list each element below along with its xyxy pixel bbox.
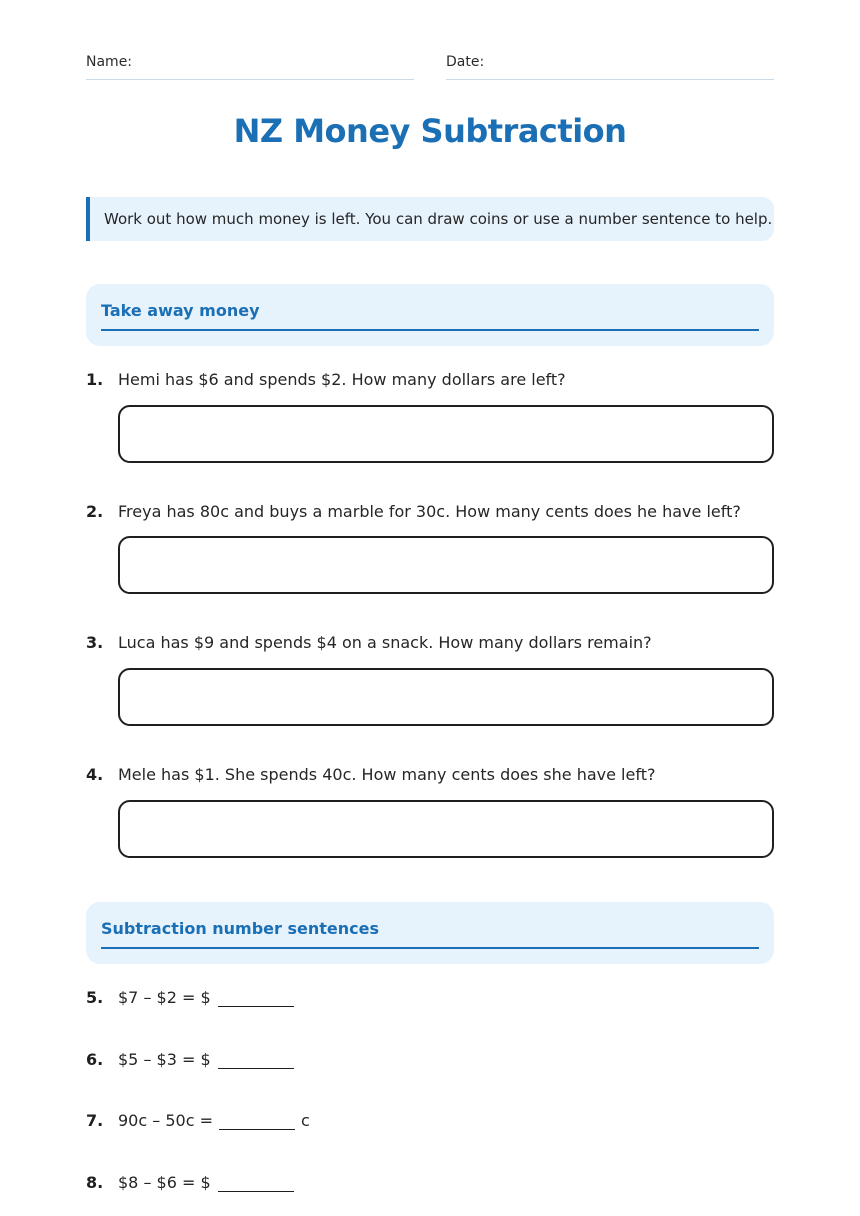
section-subtraction-number-sentences xyxy=(86,902,774,964)
date-label: Date: xyxy=(446,54,485,70)
question-text: Freya has 80c and buys a marble for 30c. How many cents does he have left? xyxy=(118,502,741,521)
unit-label: c xyxy=(301,1111,310,1130)
answer-blank[interactable] xyxy=(218,1006,294,1007)
answer-box-4[interactable] xyxy=(118,800,774,858)
question-number: 1. xyxy=(86,370,104,389)
question-number: 5. xyxy=(86,988,104,1007)
number-sentence-7 xyxy=(86,1111,774,1133)
question-number: 6. xyxy=(86,1050,104,1069)
sentence-expression: $8 – $6 = $ xyxy=(118,1173,211,1192)
name-label: Name: xyxy=(86,54,133,70)
header-fields xyxy=(86,54,774,80)
question-text: Mele has $1. She spends 40c. How many cents does she have left? xyxy=(118,765,656,784)
number-sentence-5 xyxy=(86,988,774,1010)
question-number: 7. xyxy=(86,1111,104,1130)
date-field[interactable] xyxy=(446,54,774,80)
question-number: 2. xyxy=(86,502,104,521)
sentence-expression: $5 – $3 = $ xyxy=(118,1050,211,1069)
question-number: 8. xyxy=(86,1173,104,1192)
answer-box-1[interactable] xyxy=(118,405,774,463)
instructions-callout: Work out how much money is left. You can draw coins or use a number sentence to help. xyxy=(86,197,774,241)
sentence-expression: $7 – $2 = $ xyxy=(118,988,211,1007)
sentence-expression: 90c – 50c = xyxy=(118,1111,213,1130)
section-title: Take away money xyxy=(101,301,260,320)
section-take-away-money xyxy=(86,284,774,346)
question-text: Hemi has $6 and spends $2. How many dollars are left? xyxy=(118,370,566,389)
answer-box-3[interactable] xyxy=(118,668,774,726)
page-title: NZ Money Subtraction xyxy=(233,112,627,150)
name-field[interactable] xyxy=(86,54,414,80)
answer-blank[interactable] xyxy=(219,1129,295,1130)
question-text: Luca has $9 and spends $4 on a snack. How many dollars remain? xyxy=(118,633,652,652)
answer-blank[interactable] xyxy=(218,1068,294,1069)
section-divider xyxy=(101,947,759,949)
answer-box-2[interactable] xyxy=(118,536,774,594)
section-title: Subtraction number sentences xyxy=(101,919,380,938)
question-number: 4. xyxy=(86,765,104,784)
number-sentence-6 xyxy=(86,1050,774,1072)
number-sentence-8 xyxy=(86,1173,774,1195)
section-divider xyxy=(101,329,759,331)
question-number: 3. xyxy=(86,633,104,652)
answer-blank[interactable] xyxy=(218,1191,294,1192)
